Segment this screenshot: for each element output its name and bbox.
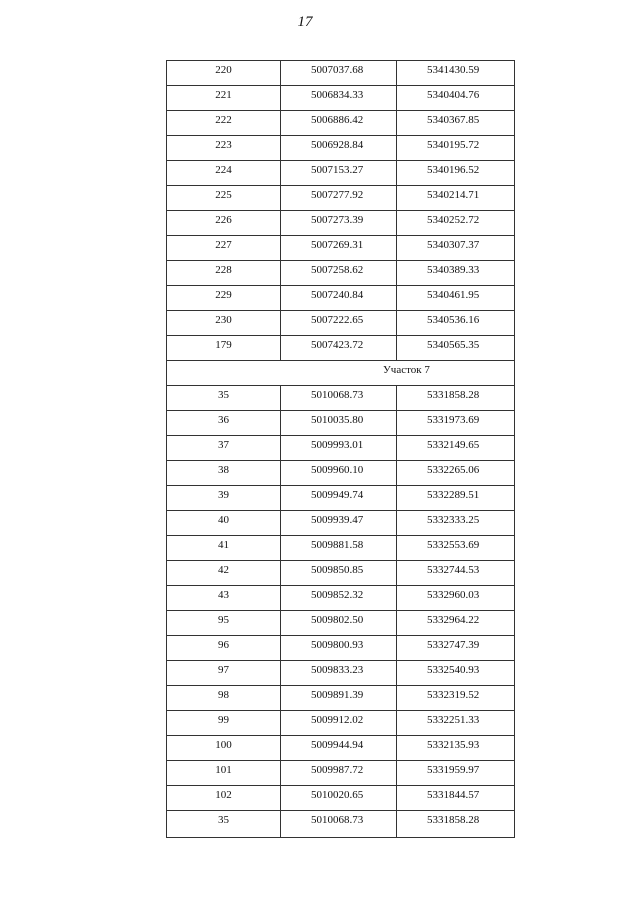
y-coordinate-cell: 5340461.95	[397, 286, 515, 311]
table-row	[167, 336, 515, 361]
table-row	[167, 786, 515, 811]
point-number-cell: 223	[167, 136, 281, 161]
x-coordinate-cell: 5007277.92	[281, 186, 397, 211]
table-row	[167, 461, 515, 486]
y-coordinate-cell: 5332319.52	[397, 686, 515, 711]
y-coordinate-cell: 5340214.71	[397, 186, 515, 211]
table-row	[167, 636, 515, 661]
table-row	[167, 236, 515, 261]
x-coordinate-cell: 5009850.85	[281, 561, 397, 586]
x-coordinate-cell: 5010068.73	[281, 386, 397, 411]
y-coordinate-cell: 5340389.33	[397, 261, 515, 286]
table-row	[167, 61, 515, 86]
point-number-cell: 97	[167, 661, 281, 686]
x-coordinate-cell: 5007423.72	[281, 336, 397, 361]
table-row	[167, 261, 515, 286]
y-coordinate-cell: 5332251.33	[397, 711, 515, 736]
point-number-cell: 227	[167, 236, 281, 261]
section-title: Участок 7	[167, 361, 515, 386]
x-coordinate-cell: 5009912.02	[281, 711, 397, 736]
y-coordinate-cell: 5341430.59	[397, 61, 515, 86]
x-coordinate-cell: 5009987.72	[281, 761, 397, 786]
x-coordinate-cell: 5009939.47	[281, 511, 397, 536]
y-coordinate-cell: 5340565.35	[397, 336, 515, 361]
x-coordinate-cell: 5009891.39	[281, 686, 397, 711]
x-coordinate-cell: 5009833.23	[281, 661, 397, 686]
y-coordinate-cell: 5340195.72	[397, 136, 515, 161]
x-coordinate-cell: 5009802.50	[281, 611, 397, 636]
section-header	[167, 361, 515, 386]
table-row	[167, 586, 515, 611]
table-row	[167, 311, 515, 336]
y-coordinate-cell: 5340196.52	[397, 161, 515, 186]
x-coordinate-cell: 5006928.84	[281, 136, 397, 161]
x-coordinate-cell: 5009881.58	[281, 536, 397, 561]
y-coordinate-cell: 5331858.28	[397, 386, 515, 411]
point-number-cell: 226	[167, 211, 281, 236]
x-coordinate-cell: 5007037.68	[281, 61, 397, 86]
section-row	[167, 361, 515, 386]
x-coordinate-cell: 5009949.74	[281, 486, 397, 511]
table-row	[167, 286, 515, 311]
x-coordinate-cell: 5007240.84	[281, 286, 397, 311]
table-row	[167, 686, 515, 711]
coordinates-table	[166, 60, 515, 838]
table-row	[167, 211, 515, 236]
point-number-cell: 40	[167, 511, 281, 536]
point-number-cell: 35	[167, 811, 281, 838]
y-coordinate-cell: 5340536.16	[397, 311, 515, 336]
point-number-cell: 224	[167, 161, 281, 186]
y-coordinate-cell: 5331844.57	[397, 786, 515, 811]
table-row	[167, 611, 515, 636]
table-row	[167, 486, 515, 511]
x-coordinate-cell: 5007258.62	[281, 261, 397, 286]
y-coordinate-cell: 5332135.93	[397, 736, 515, 761]
point-number-cell: 42	[167, 561, 281, 586]
x-coordinate-cell: 5010068.73	[281, 811, 397, 838]
point-number-cell: 36	[167, 411, 281, 436]
y-coordinate-cell: 5332747.39	[397, 636, 515, 661]
table-row	[167, 536, 515, 561]
table-row	[167, 136, 515, 161]
point-number-cell: 38	[167, 461, 281, 486]
point-number-cell: 39	[167, 486, 281, 511]
table-row	[167, 761, 515, 786]
point-number-cell: 101	[167, 761, 281, 786]
point-number-cell: 37	[167, 436, 281, 461]
y-coordinate-cell: 5332964.22	[397, 611, 515, 636]
table-row	[167, 161, 515, 186]
table-row	[167, 86, 515, 111]
y-coordinate-cell: 5332149.65	[397, 436, 515, 461]
x-coordinate-cell: 5007153.27	[281, 161, 397, 186]
point-number-cell: 43	[167, 586, 281, 611]
x-coordinate-cell: 5009800.93	[281, 636, 397, 661]
x-coordinate-cell: 5006886.42	[281, 111, 397, 136]
y-coordinate-cell: 5340404.76	[397, 86, 515, 111]
y-coordinate-cell: 5331973.69	[397, 411, 515, 436]
table-row	[167, 436, 515, 461]
x-coordinate-cell: 5006834.33	[281, 86, 397, 111]
point-number-cell: 225	[167, 186, 281, 211]
x-coordinate-cell: 5010035.80	[281, 411, 397, 436]
point-number-cell: 102	[167, 786, 281, 811]
table-row	[167, 711, 515, 736]
point-number-cell: 35	[167, 386, 281, 411]
y-coordinate-cell: 5332960.03	[397, 586, 515, 611]
page-number: 17	[297, 14, 313, 30]
point-number-cell: 98	[167, 686, 281, 711]
point-number-cell: 230	[167, 311, 281, 336]
y-coordinate-cell: 5332333.25	[397, 511, 515, 536]
point-number-cell: 41	[167, 536, 281, 561]
x-coordinate-cell: 5007222.65	[281, 311, 397, 336]
table-row	[167, 411, 515, 436]
x-coordinate-cell: 5007269.31	[281, 236, 397, 261]
y-coordinate-cell: 5332289.51	[397, 486, 515, 511]
point-number-cell: 228	[167, 261, 281, 286]
y-coordinate-cell: 5340252.72	[397, 211, 515, 236]
table-body-before	[167, 61, 515, 361]
point-number-cell: 96	[167, 636, 281, 661]
point-number-cell: 222	[167, 111, 281, 136]
y-coordinate-cell: 5332553.69	[397, 536, 515, 561]
table-row	[167, 561, 515, 586]
y-coordinate-cell: 5340307.37	[397, 236, 515, 261]
y-coordinate-cell: 5331858.28	[397, 811, 515, 838]
table-row	[167, 186, 515, 211]
x-coordinate-cell: 5010020.65	[281, 786, 397, 811]
table-body-after	[167, 386, 515, 838]
x-coordinate-cell: 5009993.01	[281, 436, 397, 461]
x-coordinate-cell: 5007273.39	[281, 211, 397, 236]
point-number-cell: 220	[167, 61, 281, 86]
table-row	[167, 386, 515, 411]
point-number-cell: 221	[167, 86, 281, 111]
point-number-cell: 99	[167, 711, 281, 736]
point-number-cell: 229	[167, 286, 281, 311]
point-number-cell: 100	[167, 736, 281, 761]
table-row	[167, 736, 515, 761]
y-coordinate-cell: 5332540.93	[397, 661, 515, 686]
y-coordinate-cell: 5332744.53	[397, 561, 515, 586]
x-coordinate-cell: 5009852.32	[281, 586, 397, 611]
table-row	[167, 661, 515, 686]
x-coordinate-cell: 5009960.10	[281, 461, 397, 486]
point-number-cell: 179	[167, 336, 281, 361]
table-row	[167, 111, 515, 136]
point-number-cell: 95	[167, 611, 281, 636]
y-coordinate-cell: 5332265.06	[397, 461, 515, 486]
table-row	[167, 511, 515, 536]
table-row	[167, 811, 515, 838]
y-coordinate-cell: 5331959.97	[397, 761, 515, 786]
x-coordinate-cell: 5009944.94	[281, 736, 397, 761]
y-coordinate-cell: 5340367.85	[397, 111, 515, 136]
